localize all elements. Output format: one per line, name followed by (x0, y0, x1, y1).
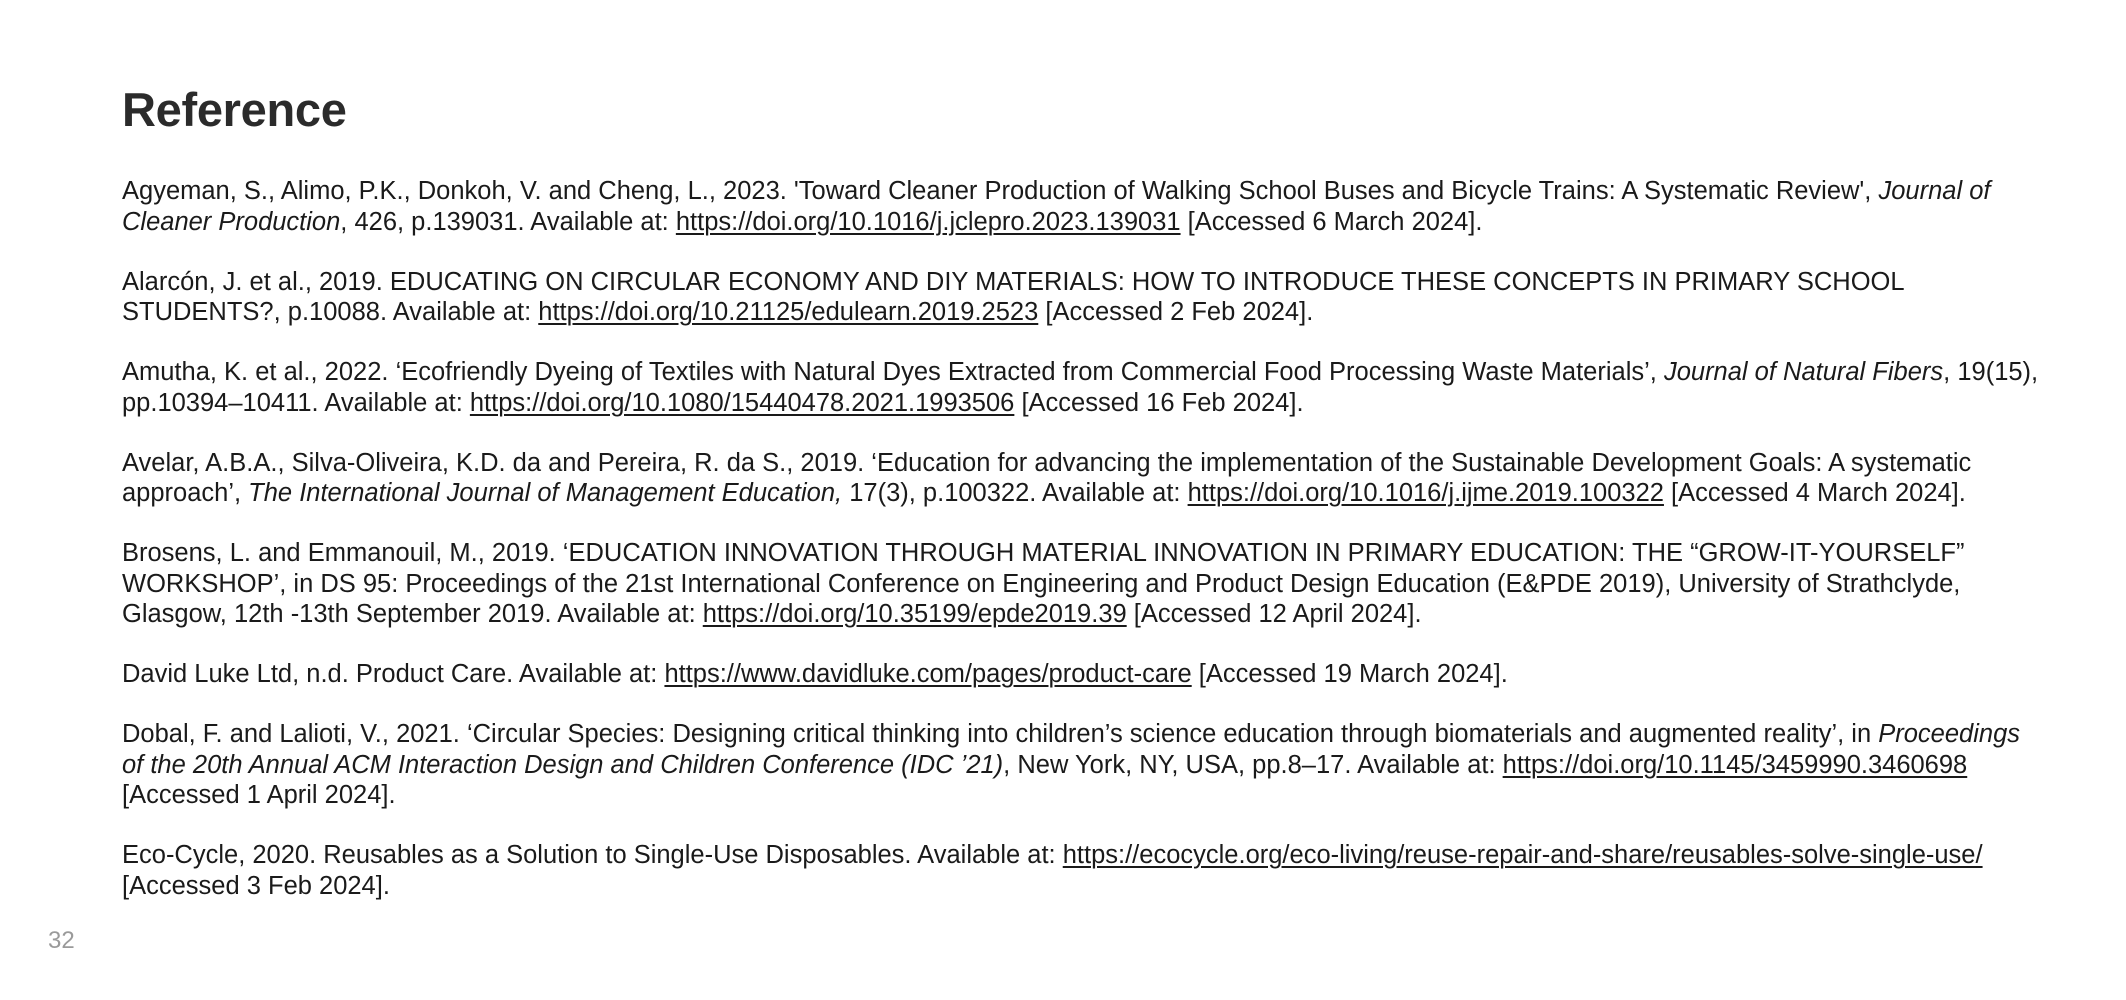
reference-text: Dobal, F. and Lalioti, V., 2021. ‘Circular Species: Designing critical thinking into children’s science education through biomaterials and augmented reality’, in (122, 720, 1879, 748)
page-title: Reference (122, 83, 347, 136)
reference-journal: The International Journal of Management Education, (248, 479, 843, 507)
reference-text: David Luke Ltd, n.d. Product Care. Available at: (122, 660, 665, 688)
reference-details: , 426, p.139031. Available at: (340, 207, 676, 236)
reference-text: Amutha, K. et al., 2022. ‘Ecofriendly Dyeing of Textiles with Natural Dyes Extracted from Commercial Food Processing Waste Materials’, (122, 358, 1664, 386)
reference-accessed: [Accessed 4 March 2024]. (1663, 479, 1966, 507)
reference-link[interactable]: https://doi.org/10.35199/epde2019.39 (702, 600, 1127, 628)
reference-text: Agyeman, S., Alimo, P.K., Donkoh, V. and Cheng, L., 2023. 'Toward Cleaner Production of Walking School Buses and Bicycle Trains: A Systematic Review', (122, 177, 1879, 205)
reference-journal: Journal of Natural Fibers (1663, 358, 1944, 386)
reference-link[interactable]: https://doi.org/10.1080/15440478.2021.1993506 (469, 388, 1015, 417)
reference-accessed: [Accessed 2 Feb 2024]. (1038, 298, 1314, 326)
reference-accessed: [Accessed 16 Feb 2024]. (1014, 388, 1304, 417)
reference-link[interactable]: https://www.davidluke.com/pages/product-care (664, 660, 1192, 688)
reference-details: , 19(15), pp.10394–10411. Available at: (122, 358, 2039, 417)
reference-text: Eco-Cycle, 2020. Reusables as a Solution to Single-Use Disposables. Available at: (122, 841, 1063, 869)
reference-entry (122, 538, 2047, 630)
reference-accessed: [Accessed 1 April 2024]. (122, 781, 396, 809)
reference-text: Avelar, A.B.A., Silva-Oliveira, K.D. da and Pereira, R. da S., 2019. ‘Education for advancing the implementation of the Sustainable Development Goals: A systematic approach’, (122, 448, 1972, 507)
reference-details: , New York, NY, USA, pp.8–17. Available at: (1003, 750, 1503, 779)
reference-entry (122, 357, 2047, 418)
reference-entry (122, 840, 2047, 901)
page-number: 32 (48, 927, 75, 954)
reference-link[interactable]: https://doi.org/10.1016/j.jclepro.2023.139031 (675, 207, 1181, 236)
reference-accessed: [Accessed 19 March 2024]. (1191, 660, 1508, 688)
reference-entry (122, 659, 2047, 690)
reference-entry (122, 176, 2047, 237)
reference-entry (122, 448, 2047, 509)
reference-list (122, 176, 2047, 931)
reference-link[interactable]: https://ecocycle.org/eco-living/reuse-repair-and-share/reusables-solve-single-use/ (1062, 841, 1983, 869)
reference-entry (122, 719, 2047, 811)
reference-entry (122, 267, 2047, 328)
reference-accessed: [Accessed 6 March 2024]. (1180, 207, 1483, 236)
reference-accessed: [Accessed 12 April 2024]. (1126, 600, 1422, 628)
reference-accessed: [Accessed 3 Feb 2024]. (122, 871, 390, 900)
reference-text: Alarcón, J. et al., 2019. EDUCATING ON CIRCULAR ECONOMY AND DIY MATERIALS: HOW TO INTRODUCE THESE CONCEPTS IN PRIMARY SCHOOL STUDENTS?, p.10088. Available at: (122, 267, 1904, 326)
reference-journal: Journal of Cleaner Production (122, 177, 1991, 236)
reference-link[interactable]: https://doi.org/10.21125/edulearn.2019.2523 (538, 298, 1039, 326)
reference-text: Brosens, L. and Emmanouil, M., 2019. ‘EDUCATION INNOVATION THROUGH MATERIAL INNOVATION IN PRIMARY EDUCATION: THE “GROW-IT-YOURSELF” WORKSHOP’, in DS 95: Proceedings of the 21st International Conference on Engineering and Product Design Education (E&PDE 2019), University of Strathclyde, Glasgow, 12th -13th September 2019. Available at: (122, 539, 1965, 628)
reference-journal: Proceedings of the 20th Annual ACM Interaction Design and Children Conference (IDC ’21) (122, 720, 2021, 779)
reference-details: 17(3), p.100322. Available at: (842, 479, 1188, 507)
reference-link[interactable]: https://doi.org/10.1145/3459990.3460698 (1502, 750, 1968, 779)
reference-link[interactable]: https://doi.org/10.1016/j.ijme.2019.100322 (1187, 479, 1664, 507)
